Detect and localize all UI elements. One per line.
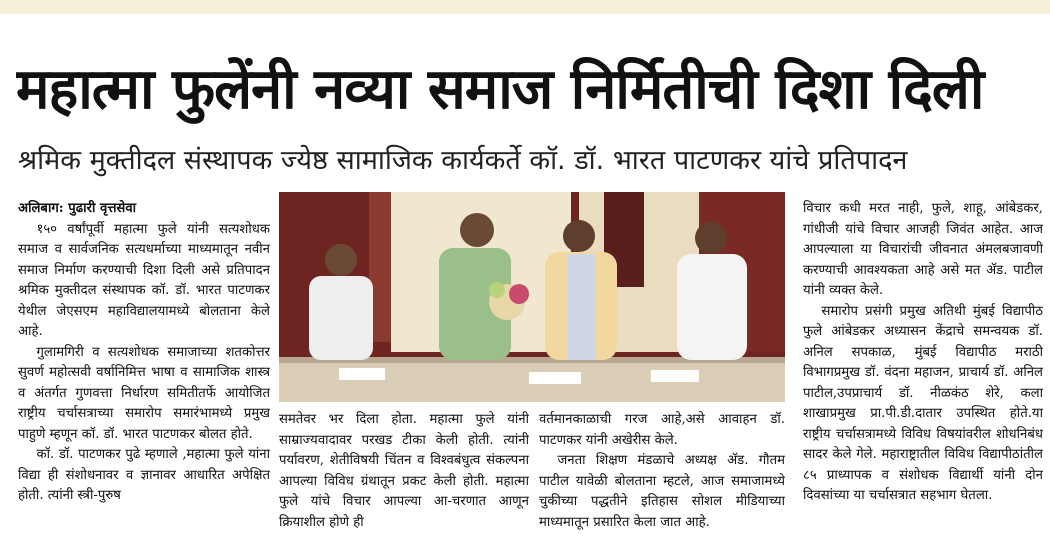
paragraph: विचार कधी मरत नाही, फुले, शाहू, आंबेडकर, गांधीजी यांचे विचार आजही जिवंत आहेत. आज आपल्याला या विचारांची जीवनात अंमलबजावणी करण्याची आवश्यकता आहे असे मत ॲड. पाटील यांनी व्यक्त केले. — [803, 201, 1043, 298]
paragraph: जनता शिक्षण मंडळाचे अध्यक्ष ॲड. गौतम पाटील यावेळी बोलताना म्हटले, आज समाजामध्ये चुकीच्या पद्धतीने इतिहास सोशल मीडियाच्या माध्यमातून प्रसारित केला जात आहे. — [539, 453, 785, 530]
page-top-band — [0, 0, 1050, 14]
dateline: अलिबाग: पुढारी वृत्तसेवा — [18, 201, 137, 216]
news-photo — [279, 192, 785, 402]
article-column-3 — [539, 410, 785, 550]
paragraph: समतेवर भर दिला होता. महात्मा फुले यांनी साम्राज्यवादावर परखड टीका केली होती. त्यांनी पर्यावरण, शेतीविषयी चिंतन व विश्वबंधुत्व संकल्पना आपल्या विविध ग्रंथातून प्रकट केली होती. महात्मा फुले यांचे विचार आपल्या आ-चरणात आणून क्रियाशील होणे ही — [279, 412, 529, 530]
headline: महात्मा फुलेंनी नव्या समाज निर्मितीची दिशा दिली — [16, 57, 984, 122]
paragraph: १५० वर्षांपूर्वी महात्मा फुले यांनी सत्यशोधक समाज व सार्वजनिक सत्यधर्माच्या माध्यमातून नवीन समाज निर्माण करण्याची दिशा दिली असे प्रतिपादन श्रमिक मुक्तीदल संस्थापक कॉ. डॉ. भारत पाटणकर येथील जेएसएम महाविद्यालयामध्ये बोलताना केले आहे. — [18, 221, 270, 339]
article-column-1 — [18, 199, 270, 549]
paragraph: वर्तमानकाळाची गरज आहे,असे आवाहन डॉ. पाटणकर यांनी अखेरीस केले. — [539, 412, 785, 448]
paragraph: गुलामगिरी व सत्यशोधक समाजाच्या शतकोत्तर सुवर्ण महोत्सवी वर्षानिमित्त भाषा व सामाजिक शास्त्र व अंतर्गत गुणवत्ता निर्धारण समितीतर्फे आयोजित राष्ट्रीय चर्चासत्राच्या समारोप समारंभामध्ये प्रमुख पाहुणे म्हणून कॉ. डॉ. भारत पाटणकर बोलत होते. — [18, 344, 270, 442]
paragraph: कॉ. डॉ. पाटणकर पुढे म्हणाले ,महात्मा फुले यांना विद्या ही संशोधनावर व ज्ञानावर आधारित अपेक्षित होती. त्यांनी स्त्री-पुरुष — [18, 447, 270, 503]
paragraph: समारोप प्रसंगी प्रमुख अतिथी मुंबई विद्यापीठ फुले आंबेडकर अध्यासन केंद्राचे समन्वयक डॉ. अनिल सपकाळ, मुंबई विद्यापीठ मराठी विभागप्रमुख डॉ. वंदना महाजन, प्राचार्य डॉ. अनिल पाटील,उपप्राचार्य डॉ. नीळकंठ शेरे, कला शाखाप्रमुख प्रा.पी.डी.दातार उपस्थित होते.या राष्ट्रीय चर्चासत्रामध्ये विविध विषयांवरील शोधनिबंध सादर केले गेले. महाराष्ट्रातील विविध विद्यापीठांतील ८५ प्राध्यापक व संशोधक विद्यार्थी यांनी दोन दिवसांच्या या चर्चासत्रात सहभाग घेतला. — [803, 303, 1043, 503]
subheadline: श्रमिक मुक्तीदल संस्थापक ज्येष्ठ सामाजिक कार्यकर्ते कॉ. डॉ. भारत पाटणकर यांचे प्रतिपादन — [18, 145, 908, 176]
article-column-2 — [279, 410, 529, 550]
article-column-4 — [803, 199, 1043, 549]
